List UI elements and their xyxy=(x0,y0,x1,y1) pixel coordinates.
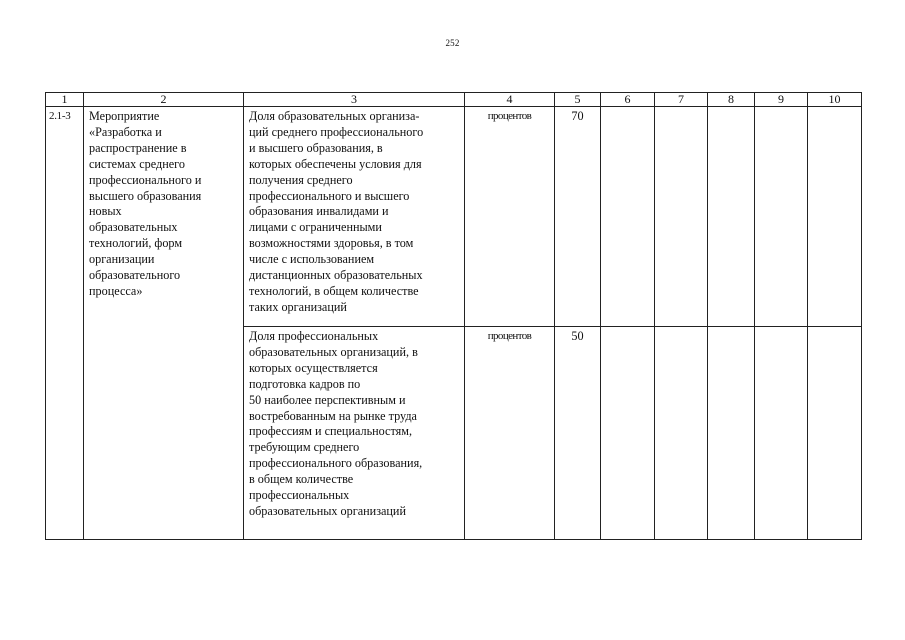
unit-text: процентов xyxy=(487,110,532,122)
empty-cell xyxy=(601,327,655,540)
unit-cell xyxy=(465,327,555,540)
table-row xyxy=(46,107,862,327)
empty-cell xyxy=(655,107,708,327)
activity-text: Мероприятие «Разработка и распространение в системах среднего профессионального и высшего образования новых образовательных технологий, форм организации образовательного процесса» xyxy=(89,109,202,298)
value-text: 70 xyxy=(571,109,584,123)
value-cell xyxy=(555,327,601,540)
empty-cell xyxy=(708,107,755,327)
indicator-cell xyxy=(244,327,465,540)
header-cell-4: 4 xyxy=(465,93,555,107)
empty-cell xyxy=(601,107,655,327)
unit-cell xyxy=(465,107,555,327)
page-number: 252 xyxy=(445,38,460,48)
header-cell-9: 9 xyxy=(755,93,808,107)
header-cell-10: 10 xyxy=(808,93,862,107)
activity-cell xyxy=(84,107,244,540)
header-cell-5: 5 xyxy=(555,93,601,107)
empty-cell xyxy=(755,107,808,327)
table-header-row xyxy=(46,93,862,107)
row-code-cell xyxy=(46,107,84,540)
empty-cell xyxy=(808,327,862,540)
empty-cell xyxy=(808,107,862,327)
indicator-text: Доля профессиональных образовательных организаций, в которых осуществляется подготовка кадров по 50 наиболее перспективным и востребованным на рынке труда профессиям и специальностям, требующим среднего профессионального образования, в общем количестве профессиональных образовательных организаций xyxy=(249,329,423,518)
value-text: 50 xyxy=(571,329,584,343)
header-cell-2: 2 xyxy=(84,93,244,107)
empty-cell xyxy=(708,327,755,540)
value-cell xyxy=(555,107,601,327)
header-cell-6: 6 xyxy=(601,93,655,107)
indicator-cell xyxy=(244,107,465,327)
indicators-table xyxy=(45,92,862,540)
header-cell-1: 1 xyxy=(46,93,84,107)
empty-cell xyxy=(655,327,708,540)
header-cell-7: 7 xyxy=(655,93,708,107)
header-cell-8: 8 xyxy=(708,93,755,107)
empty-cell xyxy=(755,327,808,540)
header-cell-3: 3 xyxy=(244,93,465,107)
indicator-text: Доля образовательных организа- ций среднего профессионального и высшего образования, в которых обеспечены условия для получения среднего профессионального и высшего образования инвалидами и лицами с ограниченными возможностями здоровья, в том числе с использованием дистанционных образовательных технологий, в общем количестве таких организаций xyxy=(249,109,424,314)
row-code: 2.1-3 xyxy=(49,110,71,122)
unit-text: процентов xyxy=(487,330,532,342)
